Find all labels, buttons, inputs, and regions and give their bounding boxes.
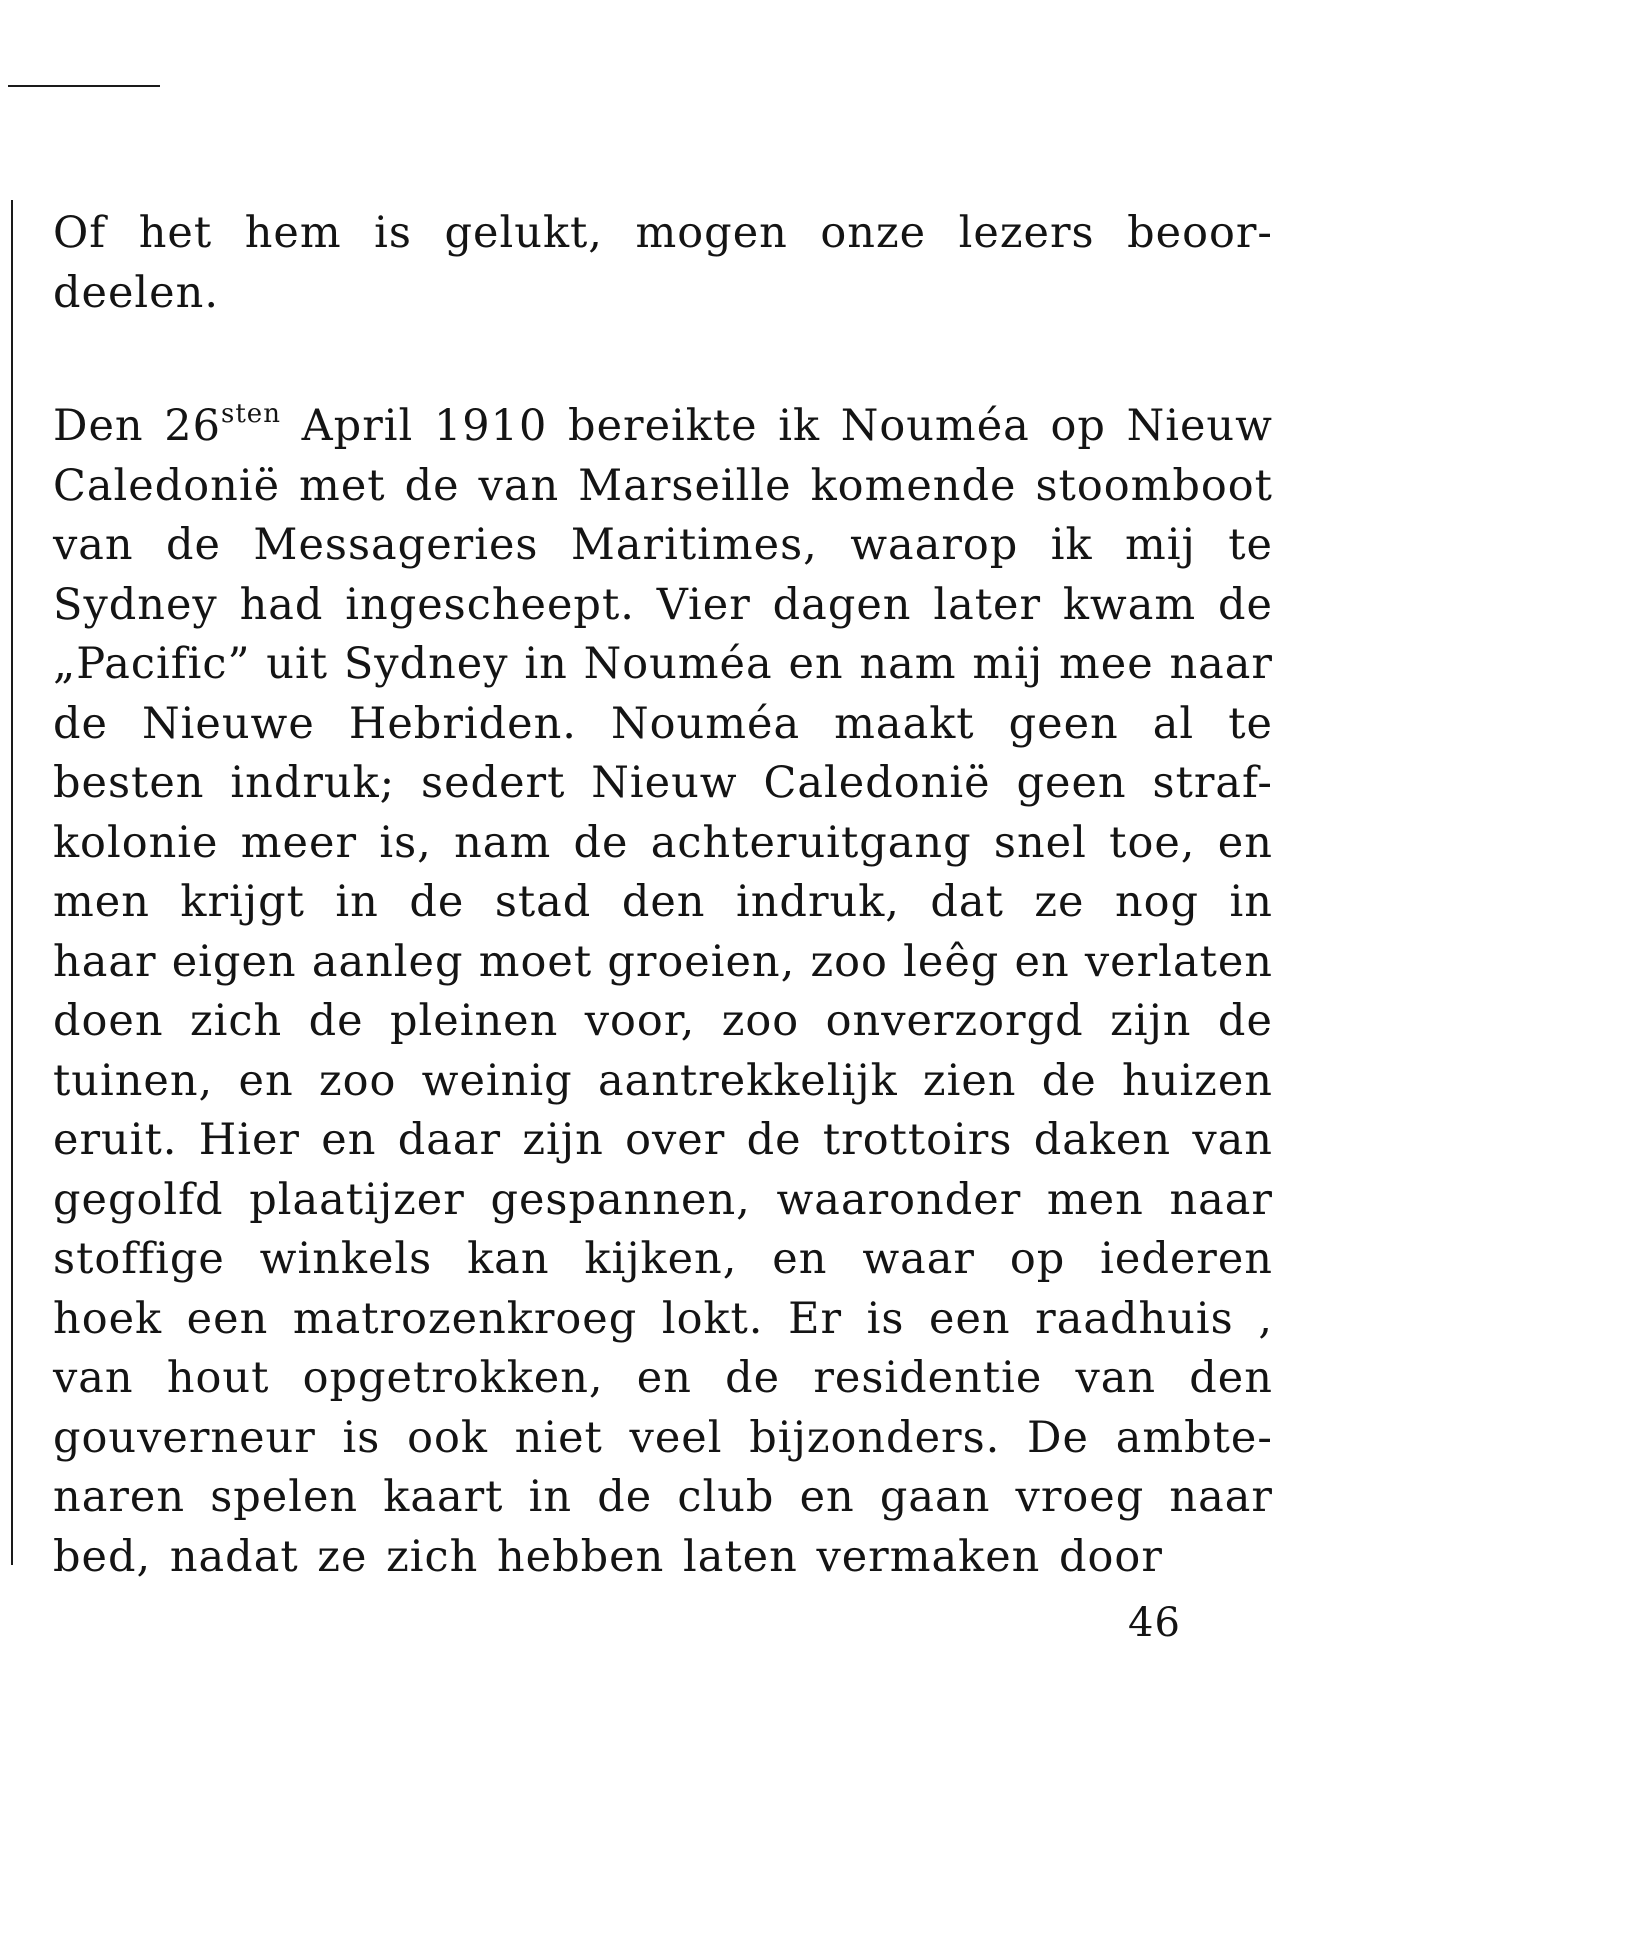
- text-line: eruit. Hier en daar zijn over de trottoirs daken van: [53, 1115, 1273, 1165]
- margin-rule: [11, 200, 13, 1565]
- text-line: de Nieuwe Hebriden. Nouméa maakt geen al te: [53, 698, 1273, 749]
- text-line: Caledonië met de van Marseille komende stoomboot: [53, 460, 1273, 511]
- text-line: men krijgt in de stad den indruk, dat ze nog in: [53, 877, 1273, 927]
- header-rule: [8, 85, 160, 87]
- text-line: stoffige winkels kan kijken, en waar op iederen: [53, 1234, 1273, 1284]
- text-line: Sydney had ingescheept. Vier dagen later kwam de: [53, 579, 1273, 630]
- text-line: van de Messageries Maritimes, waarop ik mij te: [53, 520, 1273, 570]
- text-line: Den $26^{sten}$ April 1910 bereikte ik Nouméa op Nieuw: [53, 399, 1273, 451]
- paragraph: [53, 204, 1273, 323]
- text-line: van hout opgetrokken, en de residentie van den: [53, 1353, 1273, 1403]
- paragraph-gap: [53, 323, 1273, 397]
- text-line: kolonie meer is, nam de achteruitgang snel toe, en: [53, 817, 1273, 868]
- text-line: tuinen, en zoo weinig aantrekkelijk zien de huizen: [53, 1055, 1273, 1106]
- text-line: besten indruk; sedert Nieuw Caledonië geen straf-: [53, 758, 1273, 808]
- text-line: haar eigen aanleg moet groeien, zoo leêg en verlaten: [53, 936, 1273, 987]
- text-line: „Pacific” uit Sydney in Nouméa en nam mij mee naar: [53, 639, 1273, 689]
- text-line: gouverneur is ook niet veel bijzonders. De ambte-: [53, 1412, 1273, 1463]
- text-line: hoek een matrozenkroeg lokt. Er is een raadhuis ,: [53, 1293, 1273, 1344]
- text-line: deelen.: [53, 267, 219, 318]
- paragraph: [53, 397, 1273, 1587]
- text-line: naren spelen kaart in de club en gaan vroeg naar: [53, 1472, 1273, 1522]
- body-text: [53, 204, 1273, 1587]
- text-line: Of het hem is gelukt, mogen onze lezers beoor-: [53, 208, 1273, 258]
- text-line: doen zich de pleinen voor, zoo onverzorgd zijn de: [53, 996, 1273, 1046]
- text-line: bed, nadat ze zich hebben laten vermaken door: [53, 1531, 1163, 1582]
- page-number: 46: [1128, 1600, 1181, 1646]
- text-line: gegolfd plaatijzer gespannen, waaronder men naar: [53, 1174, 1273, 1225]
